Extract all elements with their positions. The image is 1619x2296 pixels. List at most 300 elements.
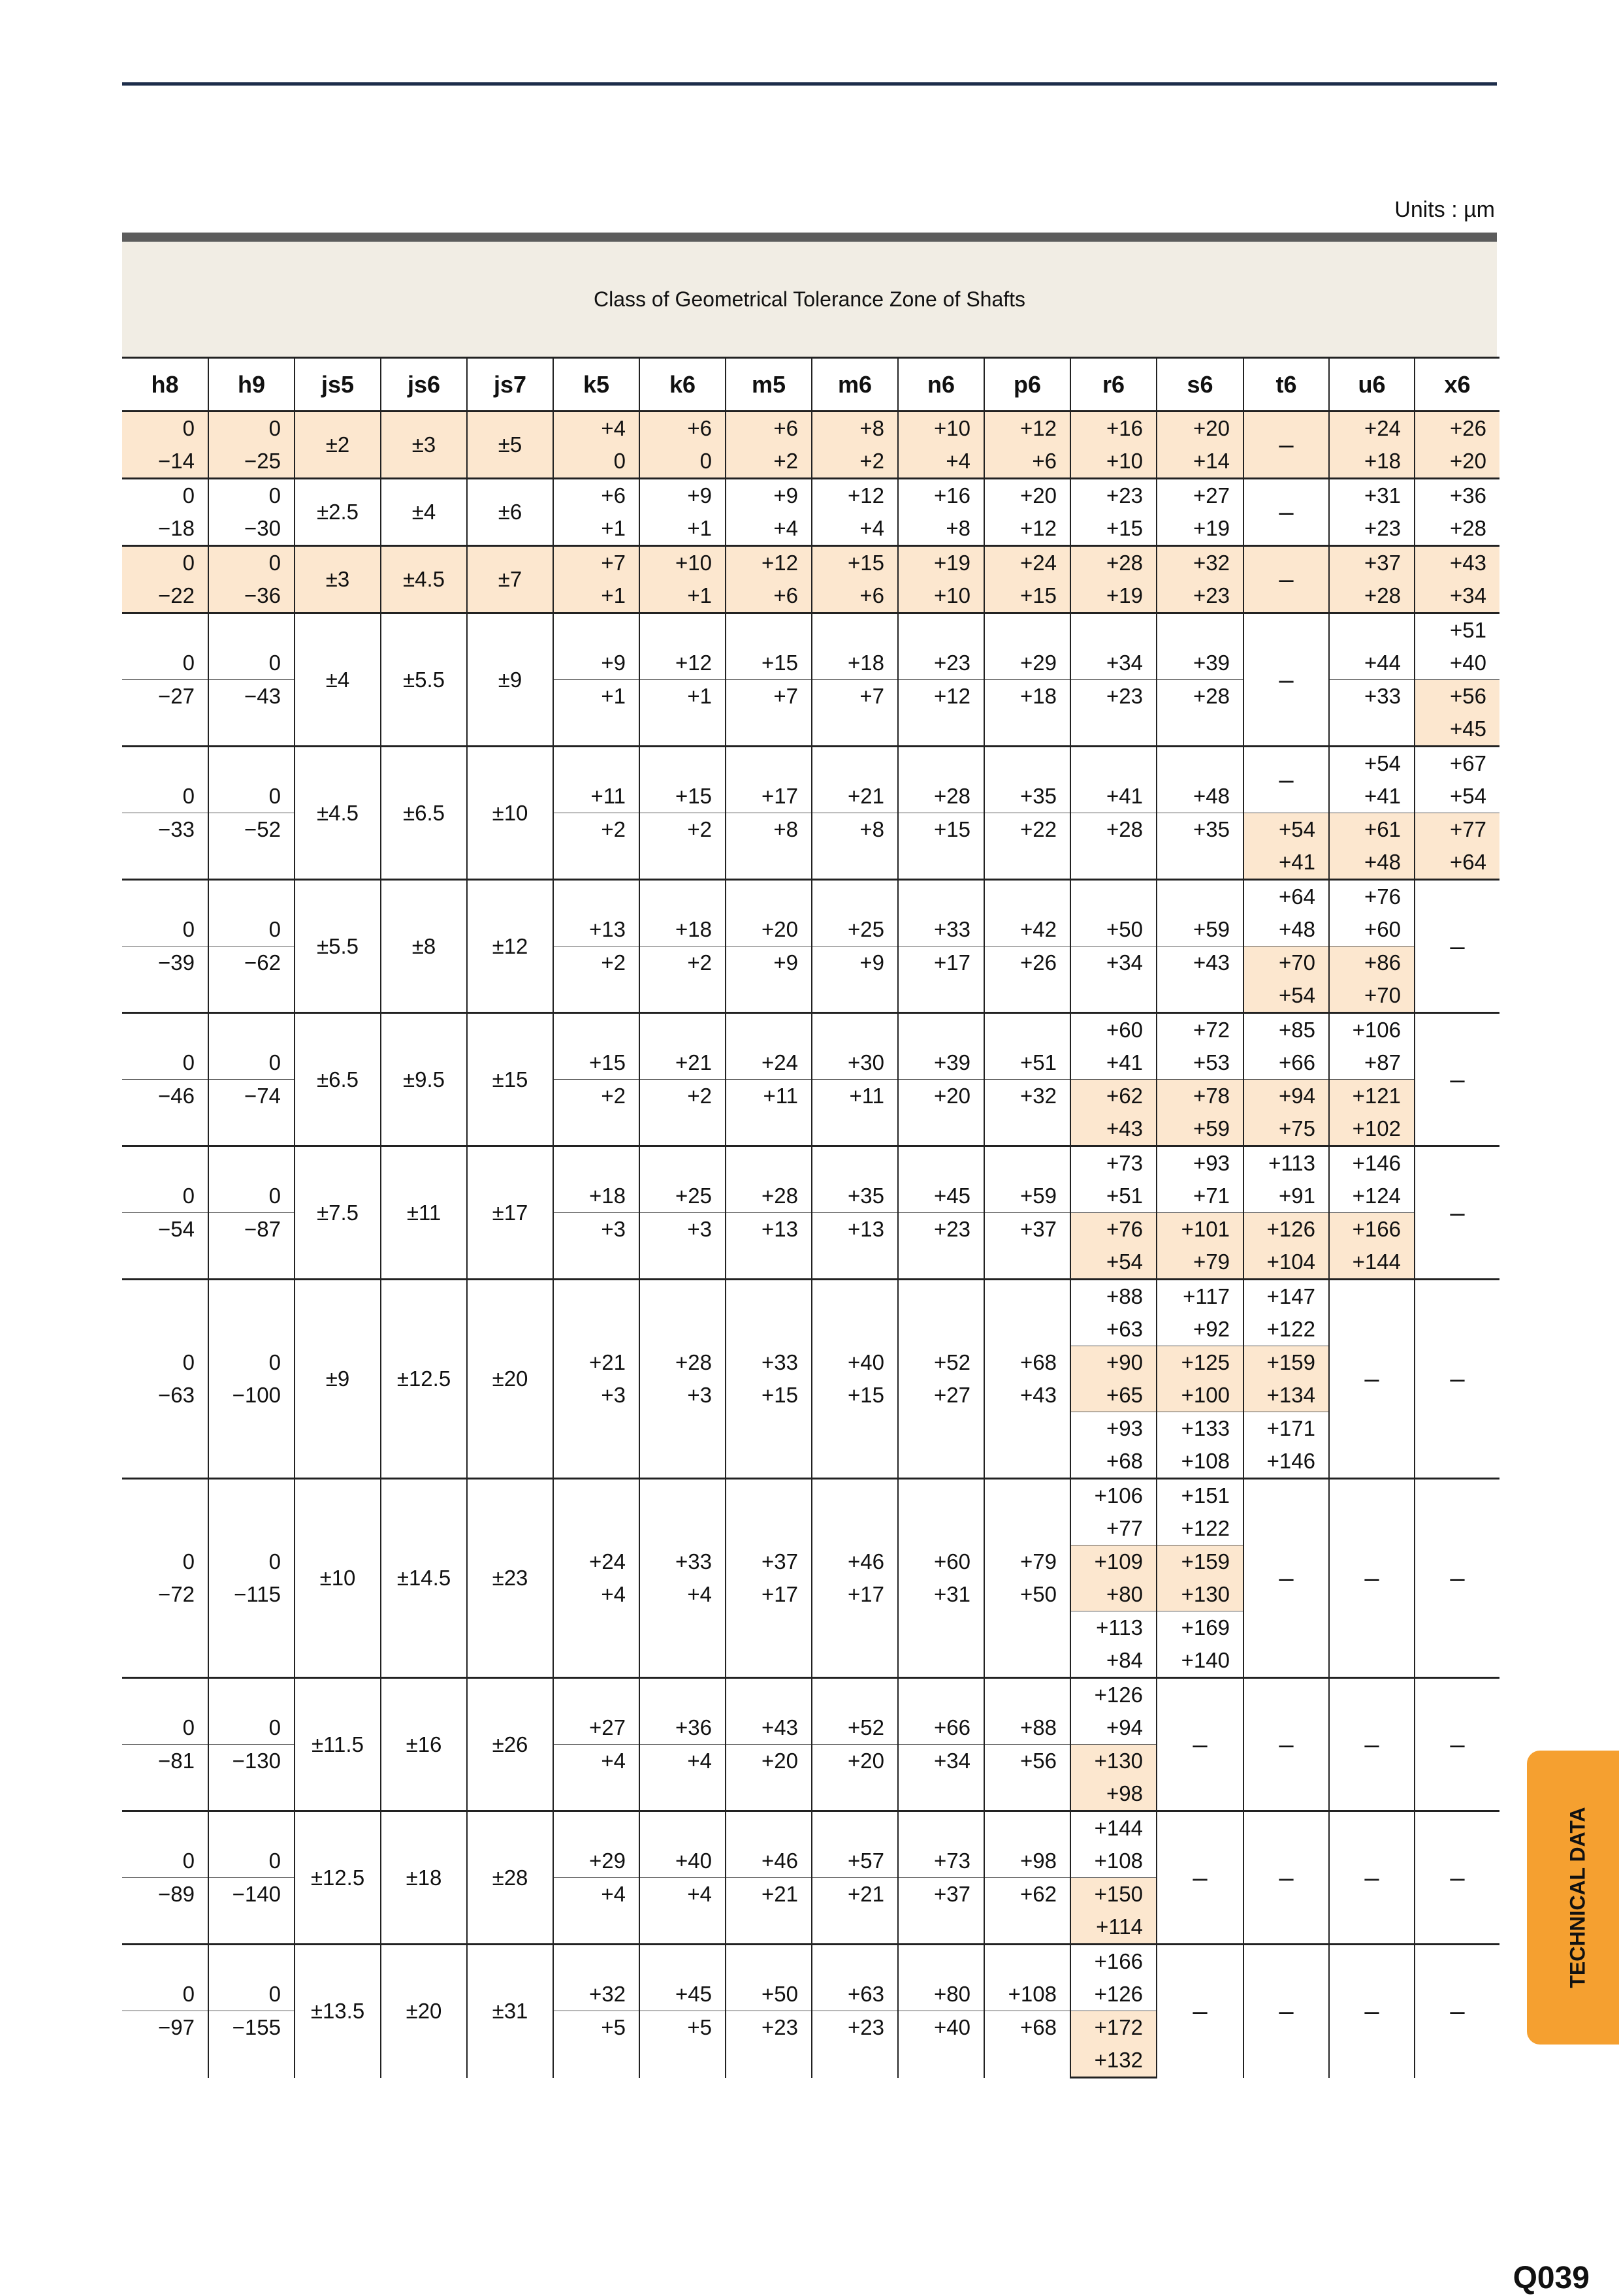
cell-t6-dash: – bbox=[1243, 747, 1329, 813]
cell-m5-upper: +28 bbox=[726, 1146, 812, 1213]
cell-h9-lower: −62 bbox=[208, 946, 295, 1013]
cell-r6-upper: +130 bbox=[1070, 1745, 1157, 1778]
cell-u6-lower: +102 bbox=[1329, 1112, 1415, 1146]
cell-u6-lower: +144 bbox=[1329, 1246, 1415, 1280]
cell-u6-lower: +18 bbox=[1329, 445, 1415, 479]
cell-r6-upper: +113 bbox=[1070, 1611, 1157, 1645]
cell-m6-lower: +8 bbox=[812, 813, 898, 880]
cell-p6-upper: +88 bbox=[984, 1678, 1070, 1745]
cell-m6-upper: +35 bbox=[812, 1146, 898, 1213]
table-row bbox=[122, 1013, 1499, 1047]
cell-s6-dash: – bbox=[1157, 1945, 1243, 2078]
cell-h9-lower: −25 bbox=[208, 445, 295, 479]
cell-k5-lower: +2 bbox=[553, 946, 639, 1013]
cell-p6-lower: +15 bbox=[984, 579, 1070, 613]
cell-n6-lower: +27 bbox=[898, 1379, 984, 1479]
cell-x6-lower: +54 bbox=[1415, 780, 1499, 813]
cell-s6-upper: +32 bbox=[1157, 546, 1243, 580]
cell-m5-lower: +6 bbox=[726, 579, 812, 613]
cell-m6-lower: +2 bbox=[812, 445, 898, 479]
cell-m5-upper: +43 bbox=[726, 1678, 812, 1745]
cell-n6-upper: +28 bbox=[898, 747, 984, 813]
cell-p6-lower: +56 bbox=[984, 1745, 1070, 1811]
cell-k5-upper: +18 bbox=[553, 1146, 639, 1213]
cell-h9-upper: 0 bbox=[208, 747, 295, 813]
cell-t6-lower: +66 bbox=[1243, 1046, 1329, 1080]
cell-p6-lower: +37 bbox=[984, 1213, 1070, 1280]
cell-k5-upper: +32 bbox=[553, 1945, 639, 2011]
cell-x6-dash: – bbox=[1415, 1013, 1499, 1146]
cell-m5-lower: +2 bbox=[726, 445, 812, 479]
cell-p6-lower: +12 bbox=[984, 512, 1070, 546]
cell-k6-upper: +6 bbox=[639, 412, 726, 445]
cell-k6-upper: +25 bbox=[639, 1146, 726, 1213]
cell-h8-lower: −27 bbox=[122, 680, 208, 747]
cell-r6-upper: +50 bbox=[1070, 880, 1157, 946]
cell-m6-upper: +25 bbox=[812, 880, 898, 946]
cell-js6: ±8 bbox=[381, 880, 467, 1013]
cell-s6-upper: +59 bbox=[1157, 880, 1243, 946]
cell-h8-lower: −72 bbox=[122, 1578, 208, 1678]
cell-p6-upper: +98 bbox=[984, 1811, 1070, 1878]
table-row bbox=[122, 1146, 1499, 1180]
cell-n6-lower: +31 bbox=[898, 1578, 984, 1678]
cell-m5-lower: +17 bbox=[726, 1578, 812, 1678]
cell-p6-upper: +42 bbox=[984, 880, 1070, 946]
cell-n6-upper: +52 bbox=[898, 1280, 984, 1380]
cell-k6-upper: +28 bbox=[639, 1280, 726, 1380]
cell-js6: ±18 bbox=[381, 1811, 467, 1945]
cell-m5-lower: +21 bbox=[726, 1878, 812, 1945]
cell-p6-upper: +29 bbox=[984, 613, 1070, 680]
cell-k6-upper: +10 bbox=[639, 546, 726, 580]
cell-m5-lower: +20 bbox=[726, 1745, 812, 1811]
cell-h9-upper: 0 bbox=[208, 479, 295, 513]
cell-m6-upper: +40 bbox=[812, 1280, 898, 1380]
cell-n6-lower: +20 bbox=[898, 1080, 984, 1146]
cell-k6-upper: +40 bbox=[639, 1811, 726, 1878]
column-header-k5: k5 bbox=[553, 358, 639, 412]
cell-x6-lower: +28 bbox=[1415, 512, 1499, 546]
cell-k6-lower: +3 bbox=[639, 1213, 726, 1280]
cell-k6-lower: +1 bbox=[639, 680, 726, 747]
cell-r6-lower: +19 bbox=[1070, 579, 1157, 613]
cell-m5-lower: +7 bbox=[726, 680, 812, 747]
cell-js6: ±5.5 bbox=[381, 613, 467, 747]
cell-m5-upper: +37 bbox=[726, 1479, 812, 1579]
cell-s6-lower: +28 bbox=[1157, 680, 1243, 747]
cell-t6-dash: – bbox=[1243, 1811, 1329, 1945]
cell-r6-upper: +73 bbox=[1070, 1146, 1157, 1180]
cell-t6-upper: +85 bbox=[1243, 1013, 1329, 1047]
technical-data-tab[interactable] bbox=[1527, 1751, 1619, 2045]
cell-h8-upper: 0 bbox=[122, 1811, 208, 1878]
cell-m5-lower: +13 bbox=[726, 1213, 812, 1280]
cell-m5-lower: +11 bbox=[726, 1080, 812, 1146]
cell-m5-upper: +6 bbox=[726, 412, 812, 445]
cell-x6-upper: +67 bbox=[1415, 747, 1499, 781]
cell-m5-upper: +12 bbox=[726, 546, 812, 580]
cell-m6-upper: +8 bbox=[812, 412, 898, 445]
cell-r6-lower: +41 bbox=[1070, 1046, 1157, 1080]
table-row bbox=[122, 747, 1499, 781]
cell-k5-lower: 0 bbox=[553, 445, 639, 479]
cell-k6-lower: +1 bbox=[639, 512, 726, 546]
cell-m6-lower: +4 bbox=[812, 512, 898, 546]
cell-js7: ±5 bbox=[467, 412, 553, 479]
cell-t6-upper: +126 bbox=[1243, 1213, 1329, 1246]
cell-h9-upper: 0 bbox=[208, 546, 295, 580]
cell-k5-lower: +3 bbox=[553, 1379, 639, 1479]
cell-x6-lower: +34 bbox=[1415, 579, 1499, 613]
cell-s6-lower: +14 bbox=[1157, 445, 1243, 479]
cell-r6-lower: +28 bbox=[1070, 813, 1157, 880]
column-header-js5: js5 bbox=[295, 358, 381, 412]
cell-m5-upper: +20 bbox=[726, 880, 812, 946]
cell-m5-upper: +24 bbox=[726, 1013, 812, 1080]
cell-t6-lower: +41 bbox=[1243, 846, 1329, 880]
table-row bbox=[122, 479, 1499, 513]
cell-k6-lower: +4 bbox=[639, 1878, 726, 1945]
cell-m5-upper: +15 bbox=[726, 613, 812, 680]
cell-h8-upper: 0 bbox=[122, 546, 208, 580]
cell-m5-upper: +33 bbox=[726, 1280, 812, 1380]
cell-k6-upper: +33 bbox=[639, 1479, 726, 1579]
cell-p6-upper: +24 bbox=[984, 546, 1070, 580]
cell-k5-upper: +7 bbox=[553, 546, 639, 580]
cell-h9-lower: −140 bbox=[208, 1878, 295, 1945]
cell-t6-dash: – bbox=[1243, 1945, 1329, 2078]
cell-t6-dash: – bbox=[1243, 479, 1329, 546]
cell-p6-upper: +59 bbox=[984, 1146, 1070, 1213]
cell-u6-dash: – bbox=[1329, 1479, 1415, 1678]
cell-x6-lower: +40 bbox=[1450, 651, 1486, 675]
cell-js5: ±13.5 bbox=[295, 1945, 381, 2078]
cell-s6-upper: +72 bbox=[1157, 1013, 1243, 1047]
cell-n6-lower: +37 bbox=[898, 1878, 984, 1945]
cell-k6-upper: +15 bbox=[639, 747, 726, 813]
cell-r6-upper: +106 bbox=[1070, 1479, 1157, 1513]
cell-h8-upper: 0 bbox=[122, 1945, 208, 2011]
cell-h8-lower: −89 bbox=[122, 1878, 208, 1945]
cell-m6-lower: +23 bbox=[812, 2011, 898, 2078]
cell-js7: ±17 bbox=[467, 1146, 553, 1280]
table-title-text: Class of Geometrical Tolerance Zone of Shafts bbox=[593, 287, 1026, 311]
cell-s6-lower: +59 bbox=[1157, 1112, 1243, 1146]
cell-h8-lower: −63 bbox=[122, 1379, 208, 1479]
cell-h8-lower: −97 bbox=[122, 2011, 208, 2078]
cell-k6-lower: +1 bbox=[639, 579, 726, 613]
cell-s6-lower: +53 bbox=[1157, 1046, 1243, 1080]
cell-r6-upper: +23 bbox=[1070, 479, 1157, 513]
cell-js5: ±9 bbox=[295, 1280, 381, 1479]
cell-m6-lower: +15 bbox=[812, 1379, 898, 1479]
cell-r6-upper: +88 bbox=[1070, 1280, 1157, 1314]
column-header-m5: m5 bbox=[726, 358, 812, 412]
technical-data-tab-label: TECHNICAL DATA bbox=[1565, 1807, 1590, 1988]
cell-p6-upper: +51 bbox=[984, 1013, 1070, 1080]
cell-u6-lower: +70 bbox=[1329, 979, 1415, 1013]
cell-n6-lower: +34 bbox=[898, 1745, 984, 1811]
cell-s6-upper: +125 bbox=[1157, 1346, 1243, 1380]
cell-r6-upper: +144 bbox=[1070, 1811, 1157, 1845]
column-header-x6: x6 bbox=[1415, 358, 1499, 412]
cell-t6-lower: +104 bbox=[1243, 1246, 1329, 1280]
cell-k5-lower: +1 bbox=[553, 512, 639, 546]
cell-h9-lower: −87 bbox=[208, 1213, 295, 1280]
cell-h8-lower: −18 bbox=[122, 512, 208, 546]
cell-r6-lower: +65 bbox=[1070, 1379, 1157, 1412]
cell-h8-lower: −81 bbox=[122, 1745, 208, 1811]
cell-u6-lower: +23 bbox=[1329, 512, 1415, 546]
cell-k5-upper: +24 bbox=[553, 1479, 639, 1579]
page-number: Q039 bbox=[1513, 2261, 1590, 2295]
cell-r6-upper: +90 bbox=[1070, 1346, 1157, 1380]
cell-h9-upper: 0 bbox=[208, 1280, 295, 1380]
cell-r6-upper: +126 bbox=[1070, 1678, 1157, 1712]
cell-k5-upper: +13 bbox=[553, 880, 639, 946]
cell-x6-lower: +20 bbox=[1415, 445, 1499, 479]
cell-js5: ±5.5 bbox=[295, 880, 381, 1013]
cell-h8-upper: 0 bbox=[122, 412, 208, 445]
cell-s6-upper: +101 bbox=[1157, 1213, 1243, 1246]
cell-h8-upper: 0 bbox=[122, 613, 208, 680]
cell-h9-lower: −74 bbox=[208, 1080, 295, 1146]
column-header-js7: js7 bbox=[467, 358, 553, 412]
cell-h9-lower: −155 bbox=[208, 2011, 295, 2078]
cell-u6-upper: +37 bbox=[1329, 546, 1415, 580]
cell-m6-upper: +30 bbox=[812, 1013, 898, 1080]
cell-t6-upper: +54 bbox=[1243, 813, 1329, 847]
cell-k5-upper: +4 bbox=[553, 412, 639, 445]
cell-t6-dash: – bbox=[1243, 1678, 1329, 1811]
cell-r6-lower: +132 bbox=[1070, 2044, 1157, 2078]
cell-js7: ±6 bbox=[467, 479, 553, 546]
cell-r6-lower: +94 bbox=[1106, 1715, 1143, 1739]
cell-p6-lower: +62 bbox=[984, 1878, 1070, 1945]
column-header-t6: t6 bbox=[1243, 358, 1329, 412]
cell-s6-upper: +20 bbox=[1157, 412, 1243, 445]
cell-m6-upper: +18 bbox=[812, 613, 898, 680]
cell-u6-lower: +124 bbox=[1329, 1180, 1415, 1213]
cell-p6-lower: +6 bbox=[984, 445, 1070, 479]
cell-h8-lower: −14 bbox=[122, 445, 208, 479]
cell-k6-lower: +2 bbox=[639, 813, 726, 880]
cell-s6-upper: +133 bbox=[1157, 1412, 1243, 1446]
cell-js5: ±10 bbox=[295, 1479, 381, 1678]
cell-h9-upper: 0 bbox=[208, 880, 295, 946]
cell-s6-lower: +140 bbox=[1157, 1644, 1243, 1678]
table-title bbox=[122, 242, 1497, 357]
cell-t6-upper: +113 bbox=[1243, 1146, 1329, 1180]
cell-t6-lower: +48 bbox=[1243, 913, 1329, 946]
cell-js5: ±6.5 bbox=[295, 1013, 381, 1146]
cell-s6-upper: +39 bbox=[1157, 613, 1243, 680]
table-row bbox=[122, 613, 1499, 647]
cell-r6-lower: +63 bbox=[1070, 1313, 1157, 1346]
cell-u6-upper: +61 bbox=[1329, 813, 1415, 847]
cell-p6-upper: +12 bbox=[984, 412, 1070, 445]
cell-r6-upper: +150 bbox=[1070, 1878, 1157, 1911]
cell-m6-upper: +12 bbox=[812, 479, 898, 513]
cell-h9-upper: 0 bbox=[208, 412, 295, 445]
tolerance-table bbox=[122, 357, 1499, 2078]
cell-r6-lower: +51 bbox=[1070, 1180, 1157, 1213]
cell-k6-upper: +36 bbox=[639, 1678, 726, 1745]
cell-h9-upper: 0 bbox=[208, 1146, 295, 1213]
column-header-h8: h8 bbox=[122, 358, 208, 412]
header-row bbox=[122, 358, 1499, 412]
cell-m6-lower: +20 bbox=[812, 1745, 898, 1811]
cell-u6-lower: +28 bbox=[1329, 579, 1415, 613]
cell-s6-lower: +43 bbox=[1157, 946, 1243, 1013]
cell-u6-dash: – bbox=[1329, 1811, 1415, 1945]
cell-s6-lower: +79 bbox=[1157, 1246, 1243, 1280]
cell-x6-upper: +77 bbox=[1415, 813, 1499, 847]
cell-t6-dash: – bbox=[1243, 1479, 1329, 1678]
cell-h9-upper: 0 bbox=[208, 1678, 295, 1745]
cell-m6-upper: +52 bbox=[812, 1678, 898, 1745]
cell-js6: ±6.5 bbox=[381, 747, 467, 880]
column-header-s6: s6 bbox=[1157, 358, 1243, 412]
cell-js7: ±23 bbox=[467, 1479, 553, 1678]
column-header-m6: m6 bbox=[812, 358, 898, 412]
column-header-p6: p6 bbox=[984, 358, 1070, 412]
cell-k6-lower: +5 bbox=[639, 2011, 726, 2078]
cell-r6-upper: +93 bbox=[1070, 1412, 1157, 1446]
cell-k5-lower: +2 bbox=[553, 813, 639, 880]
cell-h9-upper: 0 bbox=[208, 1479, 295, 1579]
cell-k5-lower: +5 bbox=[553, 2011, 639, 2078]
column-header-u6: u6 bbox=[1329, 358, 1415, 412]
cell-m5-lower: +15 bbox=[726, 1379, 812, 1479]
title-bar bbox=[122, 233, 1497, 242]
cell-k5-upper: +27 bbox=[553, 1678, 639, 1745]
cell-k5-upper: +21 bbox=[553, 1280, 639, 1380]
cell-k5-lower: +4 bbox=[553, 1745, 639, 1811]
cell-t6-upper: +171 bbox=[1243, 1412, 1329, 1446]
cell-k6-upper: +21 bbox=[639, 1013, 726, 1080]
cell-js6: ±4.5 bbox=[381, 546, 467, 613]
cell-x6-upper: +26 bbox=[1415, 412, 1499, 445]
cell-x6-dash: – bbox=[1415, 1280, 1499, 1479]
cell-r6-upper: +76 bbox=[1070, 1213, 1157, 1246]
cell-h8-upper: 0 bbox=[122, 1280, 208, 1380]
cell-js5: ±2 bbox=[295, 412, 381, 479]
cell-s6-upper: +117 bbox=[1157, 1280, 1243, 1314]
cell-h8-lower: −22 bbox=[122, 579, 208, 613]
cell-h8-upper: 0 bbox=[122, 1013, 208, 1080]
cell-m5-upper: +17 bbox=[726, 747, 812, 813]
cell-s6-upper: +151 bbox=[1157, 1479, 1243, 1513]
cell-k6-upper: +12 bbox=[639, 613, 726, 680]
table-row bbox=[122, 412, 1499, 445]
cell-r6-upper: +60 bbox=[1070, 1013, 1157, 1047]
cell-t6-dash: – bbox=[1243, 546, 1329, 613]
cell-s6-lower: +71 bbox=[1157, 1180, 1243, 1213]
cell-h9-lower: −36 bbox=[208, 579, 295, 613]
cell-n6-upper: +73 bbox=[898, 1811, 984, 1878]
cell-h8-upper: 0 bbox=[122, 1479, 208, 1579]
cell-h8-lower: −33 bbox=[122, 813, 208, 880]
cell-h9-lower: −100 bbox=[208, 1379, 295, 1479]
cell-js7: ±31 bbox=[467, 1945, 553, 2078]
cell-r6-lower: +114 bbox=[1070, 1911, 1157, 1945]
cell-s6-upper: +93 bbox=[1157, 1146, 1243, 1180]
cell-n6-upper: +80 bbox=[898, 1945, 984, 2011]
cell-r6-lower: +68 bbox=[1070, 1445, 1157, 1479]
cell-n6-lower: +15 bbox=[898, 813, 984, 880]
cell-js5: ±4.5 bbox=[295, 747, 381, 880]
cell-m6-upper: +21 bbox=[812, 747, 898, 813]
cell-m5-lower: +4 bbox=[726, 512, 812, 546]
cell-s6-dash: – bbox=[1157, 1678, 1243, 1811]
cell-t6-lower: +134 bbox=[1243, 1379, 1329, 1412]
cell-k6-lower: +3 bbox=[639, 1379, 726, 1479]
cell-s6-upper: +169 bbox=[1157, 1611, 1243, 1645]
cell-js7: ±26 bbox=[467, 1678, 553, 1811]
cell-t6-lower: +146 bbox=[1243, 1445, 1329, 1479]
cell-s6-upper: +48 bbox=[1157, 747, 1243, 813]
cell-m6-upper: +57 bbox=[812, 1811, 898, 1878]
cell-m5-upper: +9 bbox=[726, 479, 812, 513]
cell-n6-lower: +17 bbox=[898, 946, 984, 1013]
cell-p6-upper: +108 bbox=[984, 1945, 1070, 2011]
cell-n6-upper: +60 bbox=[898, 1479, 984, 1579]
cell-t6-upper: +70 bbox=[1243, 946, 1329, 980]
cell-m5-upper: +50 bbox=[726, 1945, 812, 2011]
cell-r6-upper: +109 bbox=[1070, 1545, 1157, 1579]
cell-n6-upper: +39 bbox=[898, 1013, 984, 1080]
cell-k5-upper: +9 bbox=[553, 613, 639, 680]
cell-t6-upper: +147 bbox=[1243, 1280, 1329, 1314]
cell-js7: ±12 bbox=[467, 880, 553, 1013]
cell-n6-upper: +16 bbox=[898, 479, 984, 513]
units-label: Units : µm bbox=[1394, 197, 1495, 222]
cell-k5-lower: +3 bbox=[553, 1213, 639, 1280]
cell-u6-lower: +41 bbox=[1329, 780, 1415, 813]
cell-k5-lower: +4 bbox=[553, 1878, 639, 1945]
cell-r6-lower: +10 bbox=[1070, 445, 1157, 479]
cell-r6-lower: +34 bbox=[1070, 946, 1157, 1013]
cell-js5: ±12.5 bbox=[295, 1811, 381, 1945]
cell-h9-lower: −43 bbox=[208, 680, 295, 747]
cell-h8-lower: −39 bbox=[122, 946, 208, 1013]
cell-k5-lower: +1 bbox=[553, 680, 639, 747]
cell-k5-upper: +15 bbox=[553, 1013, 639, 1080]
cell-t6-upper: +64 bbox=[1243, 880, 1329, 914]
cell-n6-lower: +23 bbox=[898, 1213, 984, 1280]
cell-js6: ±9.5 bbox=[381, 1013, 467, 1146]
cell-t6-upper: +159 bbox=[1243, 1346, 1329, 1380]
cell-k6-lower: +4 bbox=[639, 1578, 726, 1678]
cell-js7: ±28 bbox=[467, 1811, 553, 1945]
cell-p6-upper: +68 bbox=[984, 1280, 1070, 1380]
cell-p6-lower: +22 bbox=[984, 813, 1070, 880]
column-header-n6: n6 bbox=[898, 358, 984, 412]
cell-x6-dash: – bbox=[1415, 1146, 1499, 1280]
cell-t6-upper: +94 bbox=[1243, 1080, 1329, 1113]
cell-k6-upper: +9 bbox=[639, 479, 726, 513]
cell-js6: ±4 bbox=[381, 479, 467, 546]
column-header-h9: h9 bbox=[208, 358, 295, 412]
cell-m6-upper: +15 bbox=[812, 546, 898, 580]
cell-p6-lower: +68 bbox=[984, 2011, 1070, 2078]
cell-p6-lower: +43 bbox=[984, 1379, 1070, 1479]
cell-h9-lower: −30 bbox=[208, 512, 295, 546]
cell-m5-lower: +23 bbox=[726, 2011, 812, 2078]
cell-n6-lower: +40 bbox=[898, 2011, 984, 2078]
